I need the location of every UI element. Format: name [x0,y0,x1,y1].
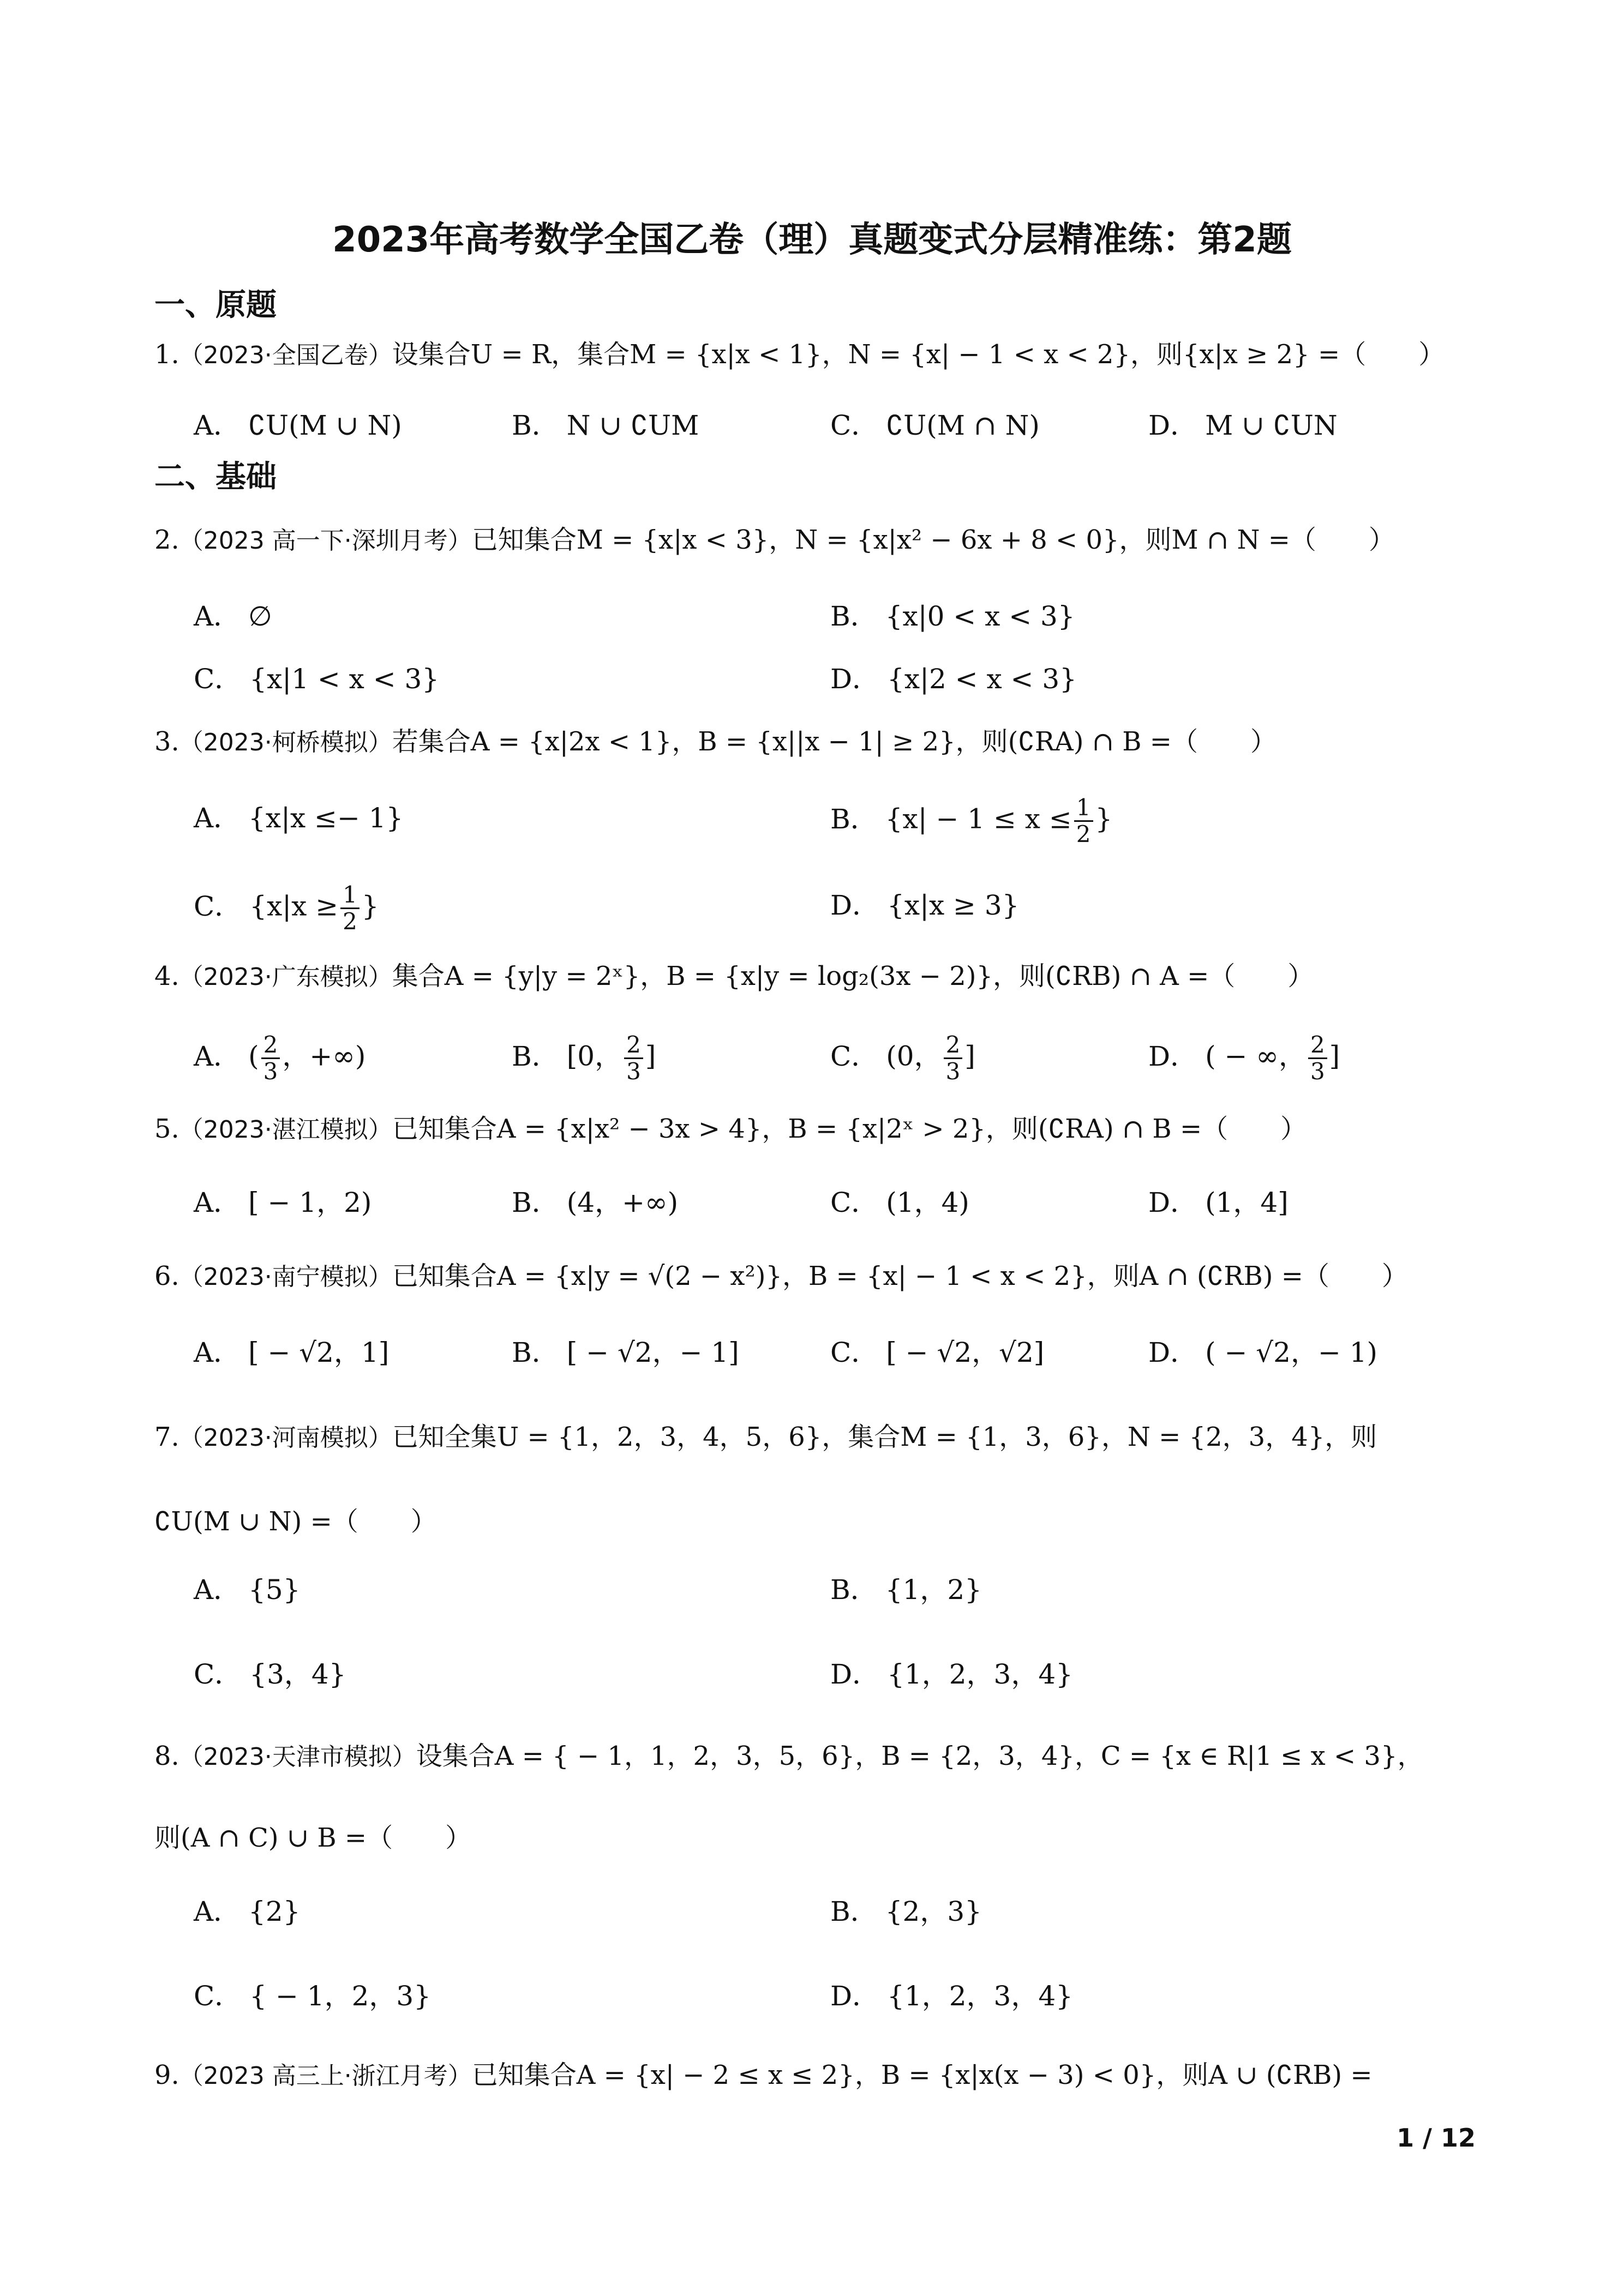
option-a: A． ( $\frac{2}{3}$ ，+∞) [194,1031,366,1085]
option-text: ( − √2，− 1) [1205,1337,1378,1368]
option-c: C． [ − √2，√2] [830,1337,1045,1368]
option-b: B． {x|0 < x < 3} [830,600,1075,632]
option-d: D． (1，4] [1148,1187,1289,1218]
question-source: （2023 高一下·深圳月考） [179,527,472,555]
option-a: A． {x|x ≤− 1} [194,802,404,834]
option-text: (1，4] [1205,1187,1289,1218]
option-c: C． {x|1 < x < 3} [194,663,440,695]
option-text: {1，2，3，4} [887,1980,1073,2012]
option-text: {x|1 < x < 3} [249,663,440,695]
option-b: B． N ∪ ∁UM [512,410,699,441]
question-8 [154,1734,1424,1779]
question-source: （2023·广东模拟） [179,963,392,991]
option-text: { − 1，2，3} [249,1980,432,2012]
question-text: 集合A = {y|y = 2ˣ}，B = {x|y = log₂(3x − 2)}，则(∁RB) ∩ A =（ ） [392,961,1314,991]
question-number: 4. [154,961,179,991]
question-text: 已知集合M = {x|x < 3}，N = {x|x² − 6x + 8 < 0}，则M ∩ N =（ ） [471,525,1395,555]
option-text: [ − 1，2) [248,1187,372,1218]
question-text: 已知集合A = {x| − 2 ≤ x ≤ 2}，B = {x|x(x − 3) < 0}，则A ∪ (∁RB) = [471,2060,1373,2090]
section-heading-basic: 二、基础 [154,459,277,495]
question-9 [154,2053,1373,2098]
question-source: （2023·南宁模拟） [179,1263,392,1291]
question-number: 1. [154,339,179,370]
fraction: $\frac{2}{3}$ [261,1033,280,1083]
option-text: {3，4} [249,1658,346,1690]
option-text: {5} [248,1574,301,1606]
question-number: 5. [154,1114,179,1144]
question-source: （2023·湛江模拟） [179,1116,392,1144]
question-source: （2023·柯桥模拟） [179,729,392,756]
question-8-continued: 则(A ∩ C) ∪ B =（ ） [154,1823,472,1853]
question-4 [154,954,1314,999]
option-c: C． { − 1，2，3} [194,1980,432,2012]
option-d: D． ( − √2，− 1) [1148,1337,1378,1368]
option-b: B． {2，3} [830,1896,982,1927]
option-b: B． [0， $\frac{2}{3}$ ] [512,1031,656,1085]
question-text: 已知集合A = {x|y = √(2 − x²)}，B = {x| − 1 < x < 2}，则A ∩ (∁RB) =（ ） [392,1261,1408,1291]
option-d: D． ( − ∞， $\frac{2}{3}$ ] [1148,1031,1340,1085]
option-text: (4，+∞) [566,1187,679,1218]
question-7-continued: ∁U(M ∪ N) =（ ） [154,1506,437,1537]
question-source: （2023·天津市模拟） [179,1743,416,1771]
question-number: 6. [154,1261,179,1291]
option-a: A． {2} [194,1896,301,1927]
question-7 [154,1415,1377,1460]
question-number: 8. [154,1741,179,1771]
option-d: D． {x|2 < x < 3} [830,663,1077,695]
option-c: C． {x|x ≥ $\frac{1}{2}$ } [194,881,379,935]
fraction: $\frac{2}{3}$ [944,1033,963,1083]
option-text: {2} [248,1896,301,1927]
option-a: A． {5} [194,1574,301,1606]
option-b: B． {1，2} [830,1574,982,1606]
option-a: A． [ − √2，1] [194,1337,389,1368]
option-text: [ − √2，− 1] [566,1337,739,1368]
option-text: {x|2 < x < 3} [887,663,1077,695]
question-source: （2023·河南模拟） [179,1424,392,1452]
option-d: D． M ∪ ∁UN [1148,410,1338,441]
question-3 [154,720,1277,765]
question-number: 7. [154,1422,179,1452]
option-c: C． (1，4) [830,1187,969,1218]
option-c: C． ∁U(M ∩ N) [830,410,1040,441]
option-text: N ∪ ∁UM [566,410,699,441]
question-6 [154,1254,1408,1299]
page-number: 1 / 12 [1397,2123,1476,2153]
section-heading-original: 一、原题 [154,287,277,323]
option-text: ∅ [248,600,272,632]
option-b: B． [ − √2，− 1] [512,1337,739,1368]
option-text: M ∪ ∁UN [1205,410,1338,441]
option-text: [ − √2，√2] [886,1337,1045,1368]
question-number: 9. [154,2060,179,2090]
question-text: 已知集合A = {x|x² − 3x > 4}，B = {x|2ˣ > 2}，则(∁RA) ∩ B =（ ） [392,1114,1307,1144]
option-a: A． [ − 1，2) [194,1187,372,1218]
fraction: $\frac{1}{2}$ [340,883,359,933]
question-2 [154,518,1395,563]
fraction: $\frac{2}{3}$ [1308,1033,1327,1083]
fraction: $\frac{2}{3}$ [624,1033,643,1083]
option-c: C． {3，4} [194,1658,346,1690]
option-d: D． {1，2，3，4} [830,1980,1073,2012]
option-text: {1，2} [885,1574,982,1606]
question-number: 2. [154,525,179,555]
option-d: D． {1，2，3，4} [830,1658,1073,1690]
question-number: 3. [154,726,179,757]
option-b: B． (4，+∞) [512,1187,679,1218]
option-b: B． {x| − 1 ≤ x ≤ $\frac{1}{2}$ } [830,794,1113,848]
option-text: ∁U(M ∪ N) [248,410,402,441]
option-text: ∁U(M ∩ N) [886,410,1040,441]
option-c: C． (0， $\frac{2}{3}$ ] [830,1031,975,1085]
option-text: {x|x ≤− 1} [248,802,404,834]
page-title: 2023年高考数学全国乙卷（理）真题变式分层精准练：第2题 [332,220,1292,260]
question-5 [154,1107,1307,1152]
option-text: (1，4) [886,1187,969,1218]
option-text: {2，3} [885,1896,982,1927]
fraction: $\frac{1}{2}$ [1074,796,1093,846]
question-text: 设集合A = { − 1，1，2，3，5，6}，B = {2，3，4}，C = {x ∈ R|1 ≤ x < 3}， [416,1741,1424,1771]
question-text: 设集合U = R，集合M = {x|x < 1}，N = {x| − 1 < x < 2}，则{x|x ≥ 2} =（ ） [392,339,1445,370]
option-a: A． ∁U(M ∪ N) [194,410,402,441]
option-d: D． {x|x ≥ 3} [830,889,1020,921]
option-text: [ − √2，1] [248,1337,389,1368]
question-source: （2023 高三上·浙江月考） [179,2062,472,2090]
question-1 [154,333,1445,377]
question-source: （2023·全国乙卷） [179,341,392,369]
option-text: {x|0 < x < 3} [885,600,1075,632]
option-text: {x|x ≥ 3} [887,889,1020,921]
option-a: A． ∅ [194,600,272,632]
question-text: 已知全集U = {1，2，3，4，5，6}，集合M = {1，3，6}，N = {2，3，4}，则 [392,1422,1377,1452]
question-text: 若集合A = {x|2x < 1}，B = {x||x − 1| ≥ 2}，则(∁RA) ∩ B =（ ） [392,726,1277,757]
option-text: {1，2，3，4} [887,1658,1073,1690]
